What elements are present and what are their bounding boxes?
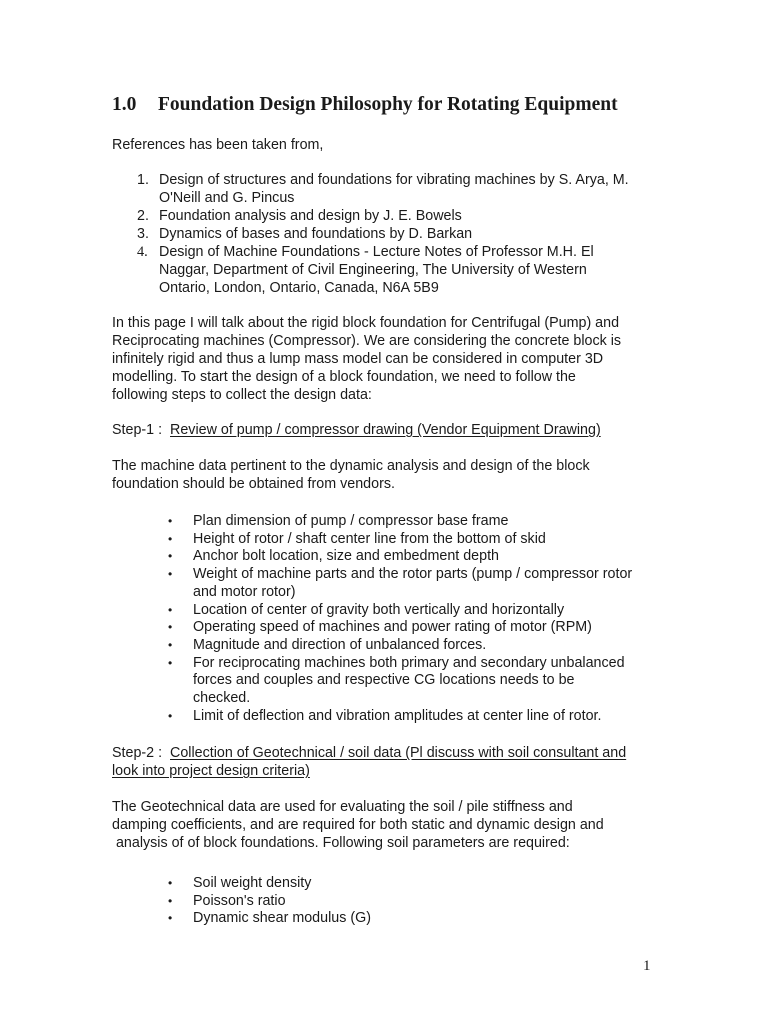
bullet-icon: • [168, 567, 173, 582]
list-item: • Limit of deflection and vibration amplitudes at center line of rotor. [168, 707, 602, 724]
step-1-title: Review of pump / compressor drawing (Vendor Equipment Drawing) [170, 422, 601, 438]
reference-marker: 3. [137, 226, 149, 242]
step-1-prefix: Step-1 : [112, 422, 171, 438]
step-2-title-line-2: look into project design criteria) [112, 763, 310, 779]
bullet-icon: • [168, 911, 173, 926]
bullet-icon: • [168, 708, 173, 723]
bullet-icon: • [168, 531, 173, 546]
bullet-icon: • [168, 637, 173, 652]
page-number: 1 [643, 958, 651, 974]
list-item: • Location of center of gravity both vertically and horizontally [168, 601, 565, 618]
reference-item: 3. Dynamics of bases and foundations by D. Barkan [137, 226, 473, 242]
bullet-icon: • [168, 620, 173, 635]
reference-item: 1. Design of structures and foundations for vibrating machines by S. Arya, M. O'Neill and G. Pincus [137, 172, 629, 206]
bullet-icon: • [168, 514, 173, 528]
list-item: • Dynamic shear modulus (G) [168, 910, 371, 927]
step-1-heading [112, 421, 672, 439]
references-list [112, 171, 672, 297]
step-2-title-line-1: Collection of Geotechnical / soil data (Pl discuss with soil consultant and [170, 745, 627, 761]
list-item: • Magnitude and direction of unbalanced forces. [168, 636, 487, 653]
bullet-icon: • [168, 876, 173, 890]
bullet-icon: • [168, 893, 173, 908]
section-title: Foundation Design Philosophy for Rotating Equipment [158, 94, 618, 115]
soil-parameters-list [112, 875, 672, 928]
step-2-paragraph: The Geotechnical data are used for evaluating the soil / pile stiffness and damping coefficients, and are required for both static and dynamic design and analysis of of block foundations. Following soil parameters are required: [112, 799, 604, 851]
list-item: • Anchor bolt location, size and embedment depth [168, 548, 499, 565]
reference-marker: 4. [137, 244, 148, 260]
machine-data-list [112, 513, 672, 725]
reference-item: 4. Design of Machine Foundations - Lecture Notes of Professor M.H. El Naggar, Department of Civil Engineering, The University of Western Ontario, London, Ontario, Canada, N6A 5B9 [137, 244, 594, 296]
list-item: • Weight of machine parts and the rotor parts (pump / compressor rotor and motor rotor) [168, 566, 633, 600]
list-item: • Plan dimension of pump / compressor base frame [168, 513, 509, 529]
reference-item: 2. Foundation analysis and design by J. E. Bowels [137, 208, 462, 224]
list-item: • Poisson's ratio [168, 892, 286, 909]
section-heading [112, 92, 618, 118]
reference-marker: 2. [137, 208, 149, 224]
bullet-icon: • [168, 655, 173, 670]
list-item: • For reciprocating machines both primary and secondary unbalanced forces and couples and respective CG locations needs to be checked. [168, 654, 625, 707]
references-intro: References has been taken from, [112, 137, 324, 153]
list-item: • Soil weight density [168, 875, 312, 891]
section-number: 1.0 [112, 94, 137, 115]
step-2-heading [112, 744, 672, 780]
reference-marker: 1. [137, 172, 149, 188]
bullet-icon: • [168, 549, 173, 564]
intro-paragraph: In this page I will talk about the rigid block foundation for Centrifugal (Pump) and Reciprocating machines (Compressor). We are considering the concrete block is infinitely rigid and thus a lump mass model can be considered in computer 3D modelling. To start the design of a block foundation, we need to follow the following steps to collect the design data: [112, 315, 622, 403]
step-2-prefix: Step-2 : [112, 745, 171, 761]
list-item: • Height of rotor / shaft center line from the bottom of skid [168, 530, 546, 547]
step-1-paragraph: The machine data pertinent to the dynamic analysis and design of the block foundation should be obtained from vendors. [112, 458, 590, 492]
list-item: • Operating speed of machines and power rating of motor (RPM) [168, 619, 592, 636]
bullet-icon: • [168, 602, 173, 617]
